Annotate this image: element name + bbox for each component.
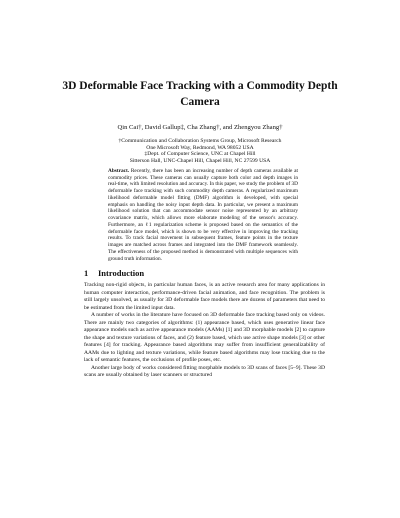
paragraph: A number of works in the literature have focused on 3D deformable face tracking based only on videos. There are mainly two categories of algorithms: (1) appearance based, which uses generative linear face appearance models such as active appearance models (AAMs) [1] and 3D morphable models [2] to capture the shape and texture variations of faces, and (2) feature based, which use active shape models [3] or other features [4] for tracking. Appearance based algorithms may suffer from insufficient generalizability of AAMs due to lighting and texture variations, while feature based algorithms may lose tracking due to the lack of semantic features, the occlusions of profile poses, etc. bbox=[84, 312, 325, 363]
affiliation-line: ‡Dept. of Computer Science, UNC at Chapel Hill bbox=[144, 151, 256, 158]
body-text bbox=[84, 282, 325, 380]
paper-title: 3D Deformable Face Tracking with a Commodity Depth Camera bbox=[62, 80, 338, 108]
paragraph: Tracking non-rigid objects, in particular human faces, is an active research area for many applications in human computer interaction, performance-driven facial animation, and face recognition. The problem is still largely unsolved, as usually for 3D deformable face models there are dozens of parameters that need to be estimated from the limited input data. bbox=[84, 282, 325, 311]
abstract-label: Abstract. bbox=[108, 168, 130, 174]
abstract-text: Recently, there has been an increasing number of depth cameras available at commodity prices. These cameras can usually capture both color and depth images in real-time, with limited resolution and accuracy. In this paper, we study the problem of 3D deformable face tracking with such commodity depth cameras. A regularized maximum likelihood deformable model fitting (DMF) algorithm is developed, with special emphasis on handling the noisy input depth data. In particular, we present a maximum likelihood solution that can accommodate sensor noise represented by an arbitrary covariance matrix, which allows more elaborate modeling of the sensor's accuracy. Furthermore, an ℓ1 regularization scheme is proposed based on the semantics of the deformable face model, which is shown to be very effective in improving the tracking results. To track facial movement in subsequent frames, feature points in the texture images are matched across frames and integrated into the DMF framework seamlessly. The effectiveness of the proposed method is demonstrated with multiple sequences with ground truth information. bbox=[108, 168, 298, 262]
abstract bbox=[108, 168, 298, 262]
affiliation-line: Sitterson Hall, UNC-Chapel Hill, Chapel Hill, NC 27599 USA bbox=[129, 157, 271, 164]
section-heading bbox=[84, 268, 324, 278]
affiliation-line: †Communication and Collaboration Systems Group, Microsoft Research bbox=[118, 138, 282, 144]
section-number: 1 bbox=[84, 268, 89, 278]
affiliation-line: One Microsoft Way, Redmond, WA 98052 USA bbox=[146, 144, 254, 151]
author-list: Qin Cai†, David Gallup‡, Cha Zhang†, and Zhengyou Zhang† bbox=[117, 124, 283, 131]
paragraph: Another large body of works considered fitting morphable models to 3D scans of faces [5–9]. These 3D scans are usually obtained by laser scanners or structured bbox=[84, 364, 325, 378]
affiliations bbox=[60, 138, 340, 164]
section-title: Introduction bbox=[98, 268, 145, 278]
